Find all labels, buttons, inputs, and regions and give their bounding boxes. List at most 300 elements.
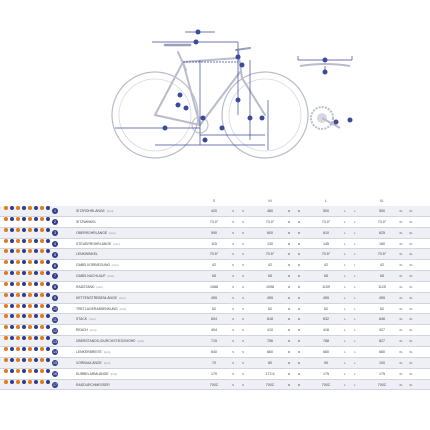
size-strip-cell: L: [350, 271, 360, 282]
row-label-text: TRETLAGERABSENKUNG: [76, 306, 118, 311]
size-strip-xl2: [406, 206, 416, 426]
size-strip-cell: L: [340, 347, 350, 358]
row-label: [76, 285, 103, 289]
size-strip-cell: XL: [396, 228, 406, 239]
row-marker-dot: [46, 206, 50, 210]
row-value-m: 62: [268, 306, 272, 311]
row-marker-dot: [4, 325, 8, 329]
size-strip-cell: M: [284, 304, 294, 315]
row-value-l: 416: [323, 328, 329, 333]
size-strip-cell: S: [228, 314, 238, 325]
row-marker-dot: [28, 293, 32, 297]
size-strip-cell: M: [284, 314, 294, 325]
row-marker-dot: [4, 347, 8, 351]
row-value-xl: 42: [380, 263, 384, 268]
row-marker-dot: [34, 380, 38, 384]
size-strip-l: [340, 206, 350, 426]
size-strip-cell: M: [284, 369, 294, 380]
size-strip-cell: M: [284, 380, 294, 391]
row-value-m: 130: [267, 241, 273, 246]
row-marker-dot: [16, 347, 20, 351]
row-marker-dot: [22, 217, 26, 221]
row-value-l: 632: [323, 317, 329, 322]
row-label-unit: (mm): [103, 360, 111, 365]
row-value-l: 73.0°: [321, 219, 331, 224]
row-number-badge: 12: [53, 328, 57, 333]
size-strip-l2: [350, 206, 360, 426]
size-strip-cell: M: [294, 336, 304, 347]
bike-geometry-diagram-icon: [0, 0, 430, 195]
size-strip-cell: XL: [406, 314, 416, 325]
row-value-m: 460: [267, 209, 273, 213]
size-strip-cell: XL: [396, 239, 406, 250]
row-label-unit: (mm): [106, 209, 114, 213]
row-value-s: 70: [212, 360, 216, 365]
row-marker-dot: [34, 304, 38, 308]
row-marker-dot: [28, 271, 32, 275]
row-label-unit: (mm): [89, 317, 96, 322]
size-strip-cell: S: [238, 249, 248, 260]
row-label-text: OBERROHRLÄNGE: [76, 230, 108, 235]
size-strip-cell: M: [284, 293, 294, 304]
row-marker-dot: [16, 336, 20, 340]
row-marker-dot: [4, 249, 8, 253]
size-strip-cell: M: [284, 249, 294, 260]
row-value-xl: 700C: [377, 382, 387, 387]
size-header-l: L: [324, 198, 328, 203]
row-marker-dot: [46, 325, 50, 329]
row-label-text: VORBAULÄNGE: [76, 360, 102, 365]
row-value-s: 700C: [209, 382, 219, 387]
row-label-text: KETTENSTREBENLÄNGE: [76, 295, 117, 300]
row-marker-dot: [4, 369, 8, 373]
size-strip-cell: M: [284, 260, 294, 271]
size-strip-cell: XL: [406, 282, 416, 293]
row-label: [76, 317, 96, 321]
size-strip-cell: L: [340, 314, 350, 325]
row-marker-dot: [10, 369, 14, 373]
row-marker-dot: [10, 347, 14, 351]
row-marker-dot: [22, 380, 26, 384]
size-strip-cell: L: [340, 239, 350, 250]
size-strip-cell: M: [294, 249, 304, 260]
size-strip-cell: XL: [396, 271, 406, 282]
row-label-text: ÜBERSTANDS-/DURCHSTIEGSHÖHE: [76, 339, 136, 344]
row-marker-dot: [40, 249, 44, 253]
row-marker-dot: [22, 271, 26, 275]
row-number-badge: 13: [53, 339, 57, 344]
row-label: [76, 361, 110, 365]
row-marker-dot: [28, 206, 32, 210]
size-strip-cell: XL: [406, 293, 416, 304]
row-marker-dot: [22, 282, 26, 286]
row-label: [76, 263, 119, 267]
size-strip-cell: S: [228, 304, 238, 315]
size-strip-cell: S: [228, 206, 238, 217]
row-value-xl: 827: [379, 339, 385, 344]
row-value-l: 700C: [321, 382, 331, 387]
size-strip-cell: L: [350, 249, 360, 260]
row-marker-dot: [34, 314, 38, 318]
row-marker-dot: [40, 260, 44, 264]
row-label: [76, 220, 98, 224]
row-label-text: RADDURCHMESSER: [76, 382, 110, 387]
size-strip-cell: XL: [406, 249, 416, 260]
size-strip-cell: S: [228, 271, 238, 282]
size-strip-cell: S: [228, 282, 238, 293]
row-label-unit: (mm): [118, 295, 126, 300]
size-strip-cell: M: [294, 380, 304, 391]
size-strip-cell: S: [228, 347, 238, 358]
size-strip-cell: M: [284, 347, 294, 358]
size-strip-cell: M: [284, 358, 294, 369]
size-strip-cell: M: [294, 206, 304, 217]
row-marker-dot: [34, 358, 38, 362]
row-marker-dot: [34, 293, 38, 297]
size-strip-cell: S: [228, 239, 238, 250]
row-marker-dot: [46, 293, 50, 297]
row-marker-dot: [22, 358, 26, 362]
size-strip-cell: M: [294, 358, 304, 369]
size-strip-cell: L: [340, 293, 350, 304]
size-strip-cell: M: [294, 217, 304, 228]
row-value-s: 1088: [210, 284, 218, 289]
row-label-text: GABELVORBIEGUNG: [76, 263, 111, 268]
size-strip-cell: S: [238, 325, 248, 336]
size-strip-cell: S: [228, 336, 238, 347]
row-marker-dot: [46, 336, 50, 340]
row-label-text: STACK: [76, 317, 88, 322]
size-strip-cell: S: [238, 260, 248, 271]
size-strip-cell: XL: [396, 325, 406, 336]
row-value-m: 80: [268, 360, 272, 365]
row-marker-dot: [46, 260, 50, 264]
row-label-text: LENKERBREITE: [76, 349, 102, 354]
row-marker-dot: [22, 369, 26, 373]
row-marker-dot: [4, 282, 8, 286]
size-strip-cell: M: [294, 260, 304, 271]
row-label-text: RADSTAND: [76, 284, 95, 289]
size-strip-xl: [396, 206, 406, 426]
row-value-s: 715: [211, 339, 217, 344]
size-strip-cell: L: [350, 260, 360, 271]
size-strip-cell: M: [294, 304, 304, 315]
row-marker-dot: [16, 380, 20, 384]
size-strip-cell: L: [340, 228, 350, 239]
row-value-xl: 1125: [378, 284, 386, 289]
size-strip-cell: S: [228, 217, 238, 228]
row-marker-dot: [16, 260, 20, 264]
row-value-s: 640: [211, 349, 217, 354]
row-marker-dot: [40, 228, 44, 232]
row-marker-dot: [16, 206, 20, 210]
size-strip-cell: XL: [396, 293, 406, 304]
size-strip-cell: S: [238, 206, 248, 217]
row-label-unit: (mm): [107, 274, 115, 279]
size-strip-cell: S: [238, 228, 248, 239]
row-marker-dot: [28, 260, 32, 264]
size-strip-cell: L: [340, 380, 350, 391]
size-strip-cell: L: [340, 260, 350, 271]
row-marker-dot: [10, 260, 14, 264]
size-strip-cell: XL: [406, 325, 416, 336]
size-strip-cell: S: [228, 380, 238, 391]
row-marker-dot: [34, 260, 38, 264]
row-marker-dot: [22, 293, 26, 297]
size-strip-cell: M: [294, 347, 304, 358]
row-value-s: 70.5°: [209, 252, 219, 257]
size-strip-cell: S: [228, 260, 238, 271]
row-marker-dot: [46, 282, 50, 286]
size-strip-cell: L: [350, 304, 360, 315]
row-value-l: 175: [323, 371, 329, 376]
row-value-s: 62: [212, 306, 216, 311]
row-marker-dot: [10, 249, 14, 253]
row-number-badge: 8: [54, 285, 56, 290]
size-strip-cell: L: [340, 217, 350, 228]
row-marker-dot: [10, 304, 14, 308]
row-marker-dot: [28, 228, 32, 232]
size-strip-cell: S: [238, 304, 248, 315]
size-strip-cell: S: [238, 347, 248, 358]
row-value-xl: 680: [379, 349, 385, 354]
row-label: [76, 274, 114, 278]
row-value-l: 788: [323, 339, 329, 344]
row-marker-dot: [40, 358, 44, 362]
row-marker-dot: [10, 239, 14, 243]
row-marker-dot: [4, 380, 8, 384]
row-marker-dot: [22, 239, 26, 243]
size-strip-cell: XL: [406, 369, 416, 380]
size-strip-cell: S: [228, 358, 238, 369]
row-marker-dot: [34, 239, 38, 243]
size-strip-cell: L: [340, 369, 350, 380]
row-marker-dot: [28, 336, 32, 340]
row-marker-dot: [4, 271, 8, 275]
row-marker-dot: [22, 336, 26, 340]
size-strip-cell: S: [238, 282, 248, 293]
row-label-text: SITZROHRLÄNGE: [76, 209, 105, 213]
row-label-unit: (mm): [137, 339, 144, 344]
row-number-badge: 17: [53, 382, 57, 387]
row-number-badge: 15: [53, 361, 57, 366]
row-marker-dot: [46, 249, 50, 253]
size-strip-cell: S: [228, 325, 238, 336]
row-value-xl: 100: [379, 360, 385, 365]
row-marker-dot: [34, 228, 38, 232]
size-strip-cell: XL: [396, 369, 406, 380]
size-strip-cell: L: [340, 325, 350, 336]
size-strip-cell: L: [350, 282, 360, 293]
row-marker-dot: [10, 314, 14, 318]
row-marker-dot: [28, 304, 32, 308]
row-marker-dot: [46, 314, 50, 318]
size-strip-cell: XL: [406, 217, 416, 228]
size-strip-cell: XL: [406, 228, 416, 239]
size-strip-cell: M: [294, 369, 304, 380]
row-value-s: 404: [211, 328, 217, 333]
row-label: [76, 252, 100, 256]
row-value-xl: 625: [379, 230, 385, 235]
row-marker-dot: [16, 358, 20, 362]
row-marker-dot: [10, 206, 14, 210]
size-strip-cell: XL: [406, 380, 416, 391]
size-strip-cell: XL: [406, 206, 416, 217]
row-marker-dot: [10, 293, 14, 297]
row-label-text: SITZWINKEL: [76, 219, 97, 224]
row-marker-dot: [34, 249, 38, 253]
row-label-unit: (mm): [103, 349, 111, 354]
size-strip-cell: L: [340, 206, 350, 217]
row-value-l: 62: [324, 306, 328, 311]
row-number-badge: 10: [53, 306, 57, 311]
row-value-s: 73.0°: [209, 219, 219, 224]
size-strip-cell: XL: [396, 314, 406, 325]
size-strip-cell: XL: [396, 206, 406, 217]
row-marker-dot: [22, 314, 26, 318]
row-marker-dot: [46, 271, 50, 275]
row-marker-dot: [16, 228, 20, 232]
row-marker-dot: [4, 260, 8, 264]
size-strip-cell: M: [294, 228, 304, 239]
size-strip-cell: M: [294, 293, 304, 304]
row-marker-dot: [40, 206, 44, 210]
row-label-text: LENKWINKEL: [76, 252, 98, 257]
row-marker-dot: [4, 358, 8, 362]
row-value-m: 410: [267, 328, 273, 333]
size-strip-cell: XL: [396, 217, 406, 228]
row-marker-dot: [4, 228, 8, 232]
row-marker-dot: [28, 358, 32, 362]
size-strip-cell: L: [340, 336, 350, 347]
row-label: [76, 350, 110, 354]
row-value-l: 680: [323, 349, 329, 354]
row-marker-dot: [16, 282, 20, 286]
row-marker-dot: [46, 380, 50, 384]
row-value-l: 455: [323, 295, 329, 300]
size-strip-cell: L: [350, 380, 360, 391]
row-marker-dot: [16, 217, 20, 221]
row-marker-dot: [28, 217, 32, 221]
size-strip-cell: L: [350, 239, 360, 250]
row-value-xl: 70.5°: [377, 252, 387, 257]
size-strip-cell: L: [350, 228, 360, 239]
row-label: [76, 231, 116, 235]
row-value-xl: 550: [379, 209, 385, 213]
row-marker-dot: [16, 304, 20, 308]
size-strip-cell: S: [238, 271, 248, 282]
size-strip-cell: S: [238, 336, 248, 347]
size-strip-cell: XL: [396, 336, 406, 347]
row-marker-dot: [40, 336, 44, 340]
row-value-s: 590: [211, 230, 217, 235]
row-marker-dot: [16, 239, 20, 243]
row-marker-dot: [4, 304, 8, 308]
size-strip-cell: XL: [396, 347, 406, 358]
row-value-l: 145: [323, 241, 329, 246]
row-marker-dot: [10, 282, 14, 286]
row-label-unit: (mm): [109, 230, 116, 235]
row-marker-dot: [16, 325, 20, 329]
size-strip-cell: L: [350, 206, 360, 217]
crankset-diagram-icon: [311, 107, 353, 129]
size-strip-cell: M: [294, 282, 304, 293]
row-marker-dot: [46, 228, 50, 232]
size-strip-cell: L: [340, 249, 350, 260]
row-marker-dot: [10, 228, 14, 232]
row-value-s: 42: [212, 263, 216, 268]
size-strip-cell: XL: [396, 380, 406, 391]
row-marker-dot: [22, 325, 26, 329]
row-marker-dot: [4, 336, 8, 340]
row-marker-dot: [10, 217, 14, 221]
row-label-unit: (mm): [96, 284, 103, 289]
row-marker-dot: [34, 369, 38, 373]
row-marker-dot: [46, 217, 50, 221]
row-marker-dot: [22, 260, 26, 264]
row-value-m: 756: [267, 339, 273, 344]
row-marker-dot: [10, 325, 14, 329]
row-value-m: 700C: [265, 382, 275, 387]
row-value-l: 1109: [322, 284, 330, 289]
row-marker-dot: [40, 293, 44, 297]
row-label-unit: (mm): [110, 371, 118, 376]
row-marker-dot: [10, 380, 14, 384]
geometry-diagram: [0, 0, 430, 195]
row-marker-dot: [22, 347, 26, 351]
row-marker-dot: [46, 304, 50, 308]
size-strip-cell: L: [350, 325, 360, 336]
row-value-xl: 646: [379, 317, 385, 322]
row-marker-dot: [34, 336, 38, 340]
row-marker-dot: [16, 369, 20, 373]
size-strip-cell: L: [350, 314, 360, 325]
row-number-badge: 1: [54, 209, 56, 214]
size-strip-cell: M: [294, 325, 304, 336]
size-strip-cell: S: [228, 293, 238, 304]
size-strip-cell: L: [340, 304, 350, 315]
row-label-unit: (mm): [119, 306, 127, 311]
row-marker-dot: [4, 314, 8, 318]
row-label-unit: (mm): [113, 241, 120, 246]
row-label-unit: (mm): [89, 328, 97, 333]
size-strip-cell: XL: [406, 347, 416, 358]
row-label: [76, 242, 120, 246]
row-marker-dot: [46, 358, 50, 362]
size-strip-cell: M: [294, 314, 304, 325]
row-number-badge: 4: [54, 241, 56, 246]
row-value-xl: 73.0°: [377, 219, 387, 224]
row-marker-dot: [22, 206, 26, 210]
row-marker-dot: [34, 347, 38, 351]
row-marker-dot: [4, 293, 8, 297]
row-marker-dot: [16, 314, 20, 318]
size-strip-cell: XL: [396, 304, 406, 315]
row-marker-dot: [40, 282, 44, 286]
size-strip-cell: XL: [396, 282, 406, 293]
row-marker-dot: [28, 325, 32, 329]
row-label-unit: (mm): [112, 263, 119, 268]
size-strip-cell: S: [228, 369, 238, 380]
row-marker-dot: [4, 206, 8, 210]
row-value-m: 600: [267, 230, 273, 235]
size-strip-cell: M: [284, 325, 294, 336]
size-strip-cell: XL: [406, 358, 416, 369]
size-strip-cell: M: [284, 282, 294, 293]
row-marker-dot: [22, 249, 26, 253]
row-number-badge: 6: [54, 263, 56, 268]
row-value-s: 455: [211, 295, 217, 300]
